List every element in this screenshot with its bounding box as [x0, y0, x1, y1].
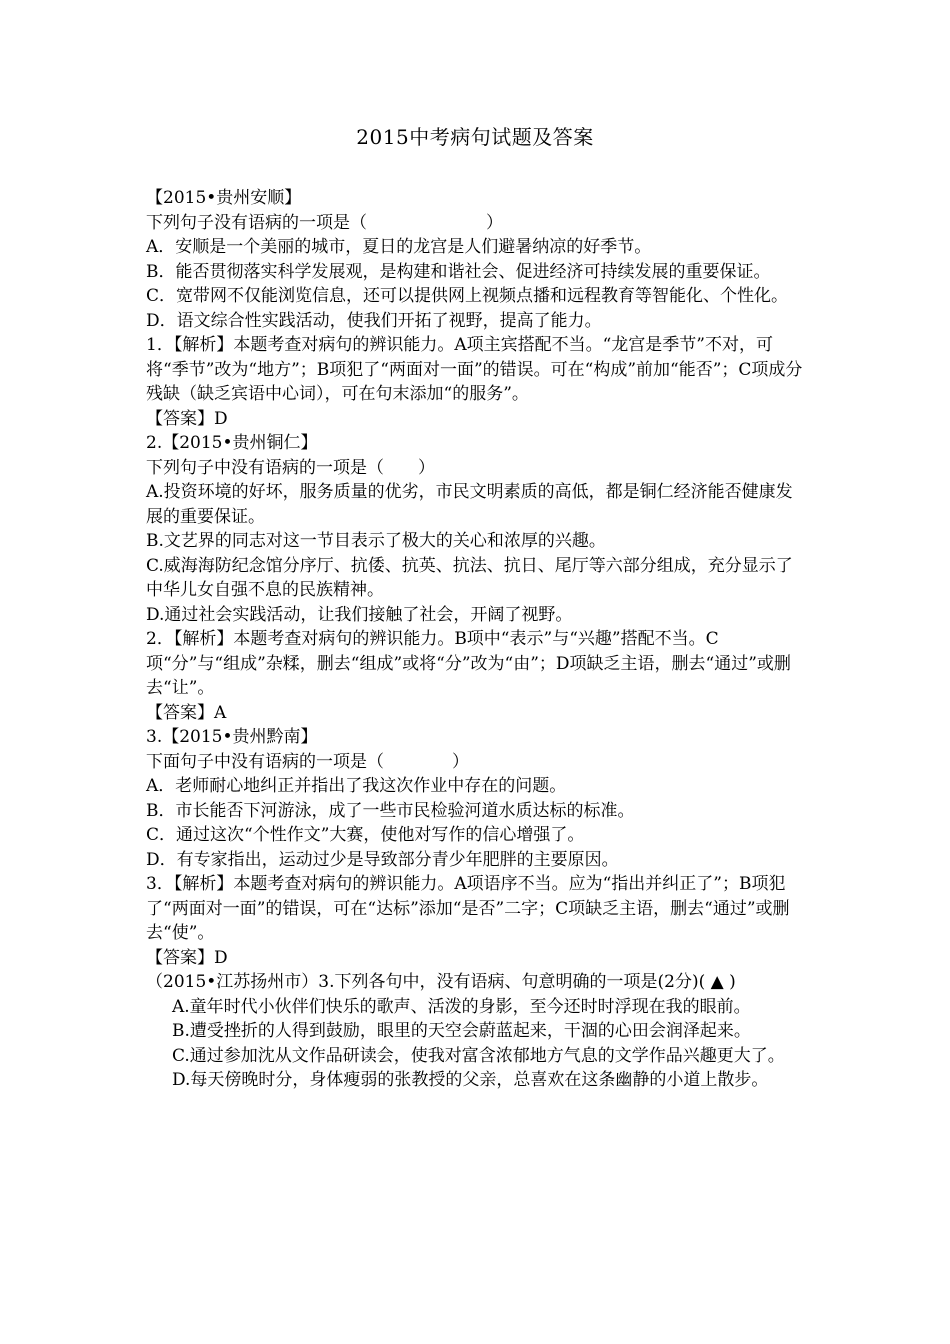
analysis-text: 3．【解析】本题考查对病句的辨识能力。A项语序不当。应为“指出并纠正了”；B项犯了“两面对一面”的错误，可在“达标”添加“是否”二字；C项缺乏主语，删去“通过”或删去“使”。	[146, 874, 790, 943]
section-header: 3.【2015•贵州黔南】	[146, 727, 318, 747]
option-a: A.童年时代小伙伴们快乐的歌声、活泼的身影，至今还时时浮现在我的眼前。	[172, 996, 751, 1017]
question-stem: （2015•江苏扬州市）3.下列各句中，没有语病、句意明确的一项是(2分)( ▲ )	[146, 972, 736, 992]
option-c: C.通过参加沈从文作品研读会，使我对富含浓郁地方气息的文学作品兴趣更大了。	[172, 1045, 785, 1066]
option-c: C.威海海防纪念馆分序厅、抗倭、抗英、抗法、抗日、尾厅等六部分组成，充分显示了中华儿女自强不息的民族精神。	[146, 555, 793, 600]
option-b: B.遭受挫折的人得到鼓励，眼里的天空会蔚蓝起来，干涸的心田会润泽起来。	[172, 1021, 751, 1041]
document-body	[146, 186, 808, 1093]
option-a: A．安顺是一个美丽的城市，夏日的龙宫是人们避暑纳凉的好季节。	[146, 237, 652, 257]
question-stem: 下面句子中没有语病的一项是（ ）	[146, 751, 469, 772]
option-a: A．老师耐心地纠正并指出了我这次作业中存在的问题。	[146, 776, 567, 796]
section-header: 【2015•贵州安顺】	[146, 188, 302, 208]
document-title: 2015中考病句试题及答案	[356, 125, 594, 149]
option-d: D.通过社会实践活动，让我们接触了社会，开阔了视野。	[146, 604, 573, 625]
option-d: D．有专家指出，运动过少是导致部分青少年肥胖的主要原因。	[146, 849, 619, 870]
option-b: B.文艺界的同志对这一节目表示了极大的关心和浓厚的兴趣。	[146, 531, 606, 551]
question-stem: 下列句子没有语病的一项是（ ）	[146, 212, 503, 233]
option-a: A.投资环境的好坏，服务质量的优劣，市民文明素质的高低，都是铜仁经济能否健康发展的重要保证。	[146, 482, 793, 527]
question-stem: 下列句子中没有语病的一项是（ ）	[146, 457, 435, 478]
analysis-text: 2．【解析】本题考查对病句的辨识能力。B项中“表示”与“兴趣”搭配不当。C项“分”与“组成”杂糅，删去“组成”或将“分”改为“由”；D项缺乏主语，删去“通过”或删去“让”。	[146, 629, 791, 698]
analysis-text: 1．【解析】本题考查对病句的辨识能力。A项主宾搭配不当。“龙宫是季节”不对，可将“季节”改为“地方”；B项犯了“两面对一面”的错误。可在“构成”前加“能否”；C项成分残缺（缺乏宾语中心词），可在句末添加“的服务”。	[146, 335, 803, 404]
answer-text: 【答案】D	[146, 408, 228, 429]
answer-text: 【答案】D	[146, 947, 228, 968]
section-header: 2.【2015•贵州铜仁】	[146, 433, 318, 453]
option-c: C．宽带网不仅能浏览信息，还可以提供网上视频点播和远程教育等智能化、个性化。	[146, 286, 789, 306]
option-b: B．能否贯彻落实科学发展观，是构建和谐社会、促进经济可持续发展的重要保证。	[146, 261, 771, 282]
option-b: B．市长能否下河游泳，成了一些市民检验河道水质达标的标准。	[146, 800, 635, 821]
option-d: D．语文综合性实践活动，使我们开拓了视野，提高了能力。	[146, 310, 602, 331]
answer-text: 【答案】A	[146, 702, 227, 723]
option-c: C．通过这次“个性作文”大赛，使他对写作的信心增强了。	[146, 825, 585, 845]
option-d: D.每天傍晚时分，身体瘦弱的张教授的父亲，总喜欢在这条幽静的小道上散步。	[172, 1070, 769, 1090]
